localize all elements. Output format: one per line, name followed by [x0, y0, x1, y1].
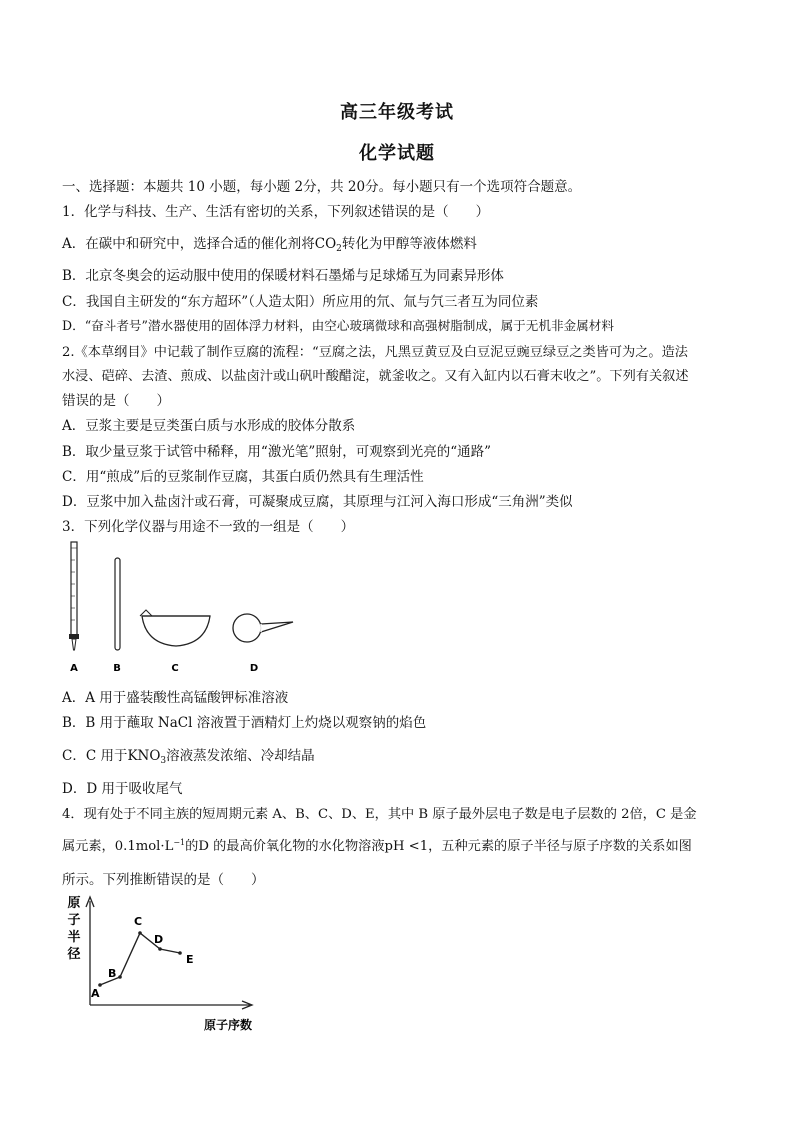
q3-option-c-subscript: 3	[160, 756, 167, 766]
q2-option-b: B．取少量豆浆于试管中稀释，用“激光笔”照射，可观察到光亮的“通路”	[62, 444, 492, 460]
data-label-a: A	[91, 987, 100, 1000]
data-label-c: C	[134, 915, 143, 928]
data-point-b	[118, 975, 122, 979]
section-instructions: 一、选择题：本题共 10 小题，每小题 2分，共 20分。每小题只有一个选项符合题意。	[62, 179, 582, 195]
data-point-e	[178, 951, 182, 955]
q3-option-c-text: C．C 用于	[62, 748, 128, 764]
data-point-c	[138, 931, 142, 935]
radius-series	[91, 915, 194, 1000]
q3-option-c-formula: KNO	[127, 748, 161, 764]
data-label-d: D	[154, 933, 164, 946]
exam-title: 高三年级考试	[340, 102, 454, 123]
y-axis-label-char: 径	[67, 947, 81, 962]
q3-stem: 3．下列化学仪器与用途不一致的一组是（ ）	[62, 519, 355, 535]
q3-option-a: A．A 用于盛装酸性高锰酸钾标准溶液	[62, 690, 289, 706]
y-axis-label-char: 子	[67, 913, 81, 928]
q1-option-a-formula: CO	[314, 236, 337, 252]
q4-concentration: 0.1mol·L	[114, 839, 174, 854]
fig-label-d: D	[249, 663, 259, 674]
q3-option-c-text-end: 溶液蒸发浓缩、冷却结晶	[166, 748, 315, 764]
fig-label-a: A	[70, 663, 78, 674]
q3-option-b: B．B 用于蘸取 NaCl 溶液置于酒精灯上灼烧以观察钠的焰色	[62, 715, 427, 731]
fig-label-c: C	[171, 663, 179, 674]
lab-apparatus-figure	[60, 538, 300, 678]
q2-option-c: C．用“煎成”后的豆浆制作豆腐，其蛋白质仍然具有生理活性	[62, 469, 424, 485]
x-axis-label: 原子序数	[203, 1018, 253, 1032]
q2-stem-line3: 错误的是（ ）	[62, 393, 170, 409]
q4-stem-line2-mid: 的D 的最高价氧化物的水化物溶液	[185, 839, 385, 854]
data-label-e: E	[186, 953, 194, 966]
atomic-radius-chart	[60, 893, 270, 1043]
q3-option-d: D．D 用于吸收尾气	[62, 781, 183, 797]
q4-ph-value: pH <1	[384, 839, 429, 854]
q2-option-d: D．豆浆中加入盐卤汁或石膏，可凝聚成豆腐，其原理与江河入海口形成“三角洲”类似	[62, 494, 573, 510]
q1-option-c: C．我国自主研发的“东方超环”（人造太阳）所应用的氘、氚与氕三者互为同位素	[62, 294, 539, 310]
y-axis-label-char: 原	[67, 896, 81, 911]
q2-option-a: A．豆浆主要是豆类蛋白质与水形成的胶体分散系	[62, 418, 356, 434]
y-axis-label-char: 半	[67, 930, 81, 945]
q4-stem-line1: 4．现有处于不同主族的短周期元素 A、B、C、D、E，其中 B 原子最外层电子数是电子层数的 2倍，C 是金	[62, 807, 697, 822]
glass-rod-icon	[115, 558, 120, 650]
q1-option-a	[62, 232, 477, 254]
q4-stem-line2	[62, 835, 692, 854]
y-axis-label	[66, 895, 80, 962]
burette-icon	[69, 542, 79, 650]
q1-option-a-text: A．在碳中和研究中，选择合适的催化剂将	[62, 236, 315, 252]
subject-title: 化学试题	[359, 143, 435, 164]
q2-stem-line2: 水浸、硙碎、去渣、煎成、以盐卤汁或山矾叶酸醋淀，就釜收之。又有入缸内以石膏末收之”。下列有关叙述	[62, 369, 689, 384]
q3-option-c	[62, 744, 315, 766]
data-point-d	[158, 947, 162, 951]
fig-label-b: B	[113, 663, 121, 674]
q1-option-b: B．北京冬奥会的运动服中使用的保暖材料石墨烯与足球烯互为同素异形体	[62, 268, 504, 284]
data-label-b: B	[108, 967, 117, 980]
q1-option-d: D．“奋斗者号”潜水器使用的固体浮力材料，由空心玻璃微球和高强树脂制成，属于无机非金属材料	[62, 318, 614, 333]
q1-option-a-text-end: 转化为甲醇等液体燃料	[341, 236, 477, 252]
funnel-icon	[233, 614, 293, 642]
q2-stem-line1: 2.《本草纲目》中记载了制作豆腐的流程：“豆腐之法，凡黑豆黄豆及白豆泥豆豌豆绿豆之类皆可为之。造法	[62, 345, 688, 360]
q4-stem-line2-text: 属元素，	[62, 839, 115, 854]
q4-stem-line3: 所示。下列推断错误的是（ ）	[62, 872, 265, 888]
q1-option-a-subscript: 2	[336, 244, 342, 254]
q1-stem: 1．化学与科技、生产、生活有密切的关系，下列叙述错误的是（ ）	[62, 204, 490, 220]
q4-stem-line2-end: ，五种元素的原子半径与原子序数的关系如图	[428, 839, 692, 854]
evaporating-dish-icon	[140, 610, 210, 646]
q4-concentration-exponent: −1	[173, 838, 186, 847]
